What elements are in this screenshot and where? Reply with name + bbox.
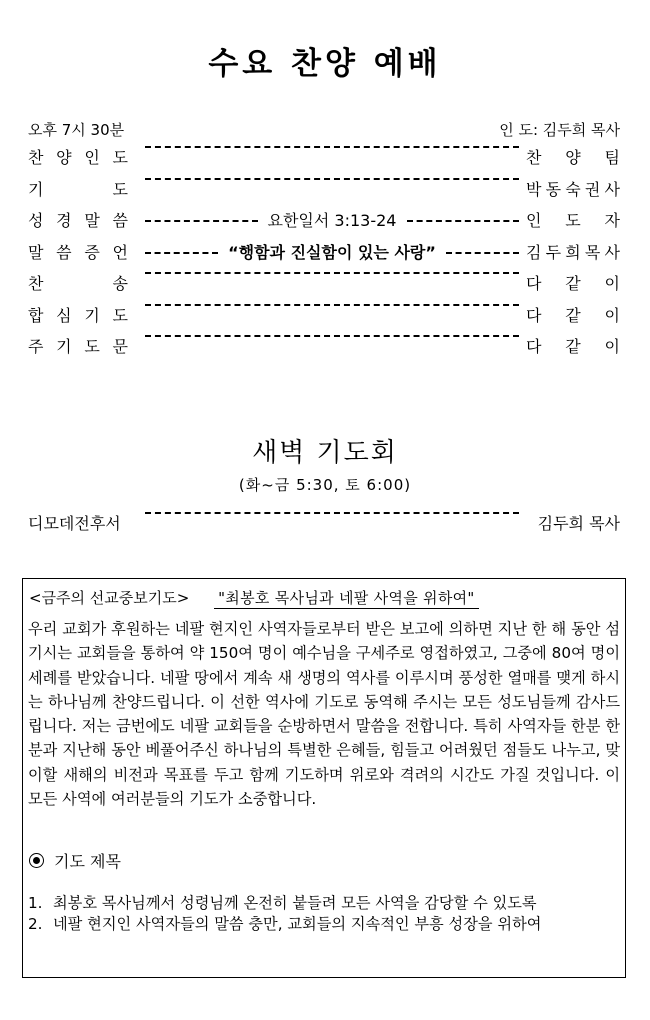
radio-bullet-icon — [29, 853, 44, 868]
order-label: 주 기 도 문 — [28, 337, 128, 356]
order-who: 다 같 이 — [526, 274, 620, 293]
dawn-row-who: 김두희 목사 — [537, 514, 620, 533]
mission-box — [22, 578, 626, 978]
order-middle-text: 요한일서 3:13-24 — [267, 211, 397, 230]
dawn-title: 새벽 기도회 — [252, 438, 398, 468]
order-row — [28, 178, 620, 202]
prayer-list — [28, 893, 620, 935]
order-who: 김 두 희 목 사 — [526, 242, 620, 262]
order-who: 찬 양 팀 — [526, 148, 620, 167]
order-label: 합 심 기 도 — [28, 305, 128, 325]
order-leader-line — [143, 178, 521, 180]
service-time-row — [28, 119, 620, 141]
order-who: 다 같 이 — [526, 337, 620, 356]
order-label: 말 씀 증 언 — [28, 242, 128, 262]
order-row — [28, 146, 620, 170]
order-row — [28, 335, 620, 359]
order-middle-text: “행함과 진실함이 있는 사랑” — [228, 242, 436, 262]
order-leader-line — [143, 272, 521, 274]
service-leader: 인 도: 김두희 목사 — [499, 121, 620, 139]
prayer-number: 1. — [28, 894, 43, 912]
order-row — [28, 272, 620, 296]
dawn-row-label: 디모데전후서 — [28, 514, 121, 533]
order-leader-line — [143, 146, 521, 148]
order-who: 박 동 숙 권 사 — [526, 179, 620, 199]
mission-header — [29, 587, 479, 609]
list-item — [28, 914, 620, 935]
list-item — [28, 893, 620, 914]
order-label: 기 도 — [28, 179, 128, 199]
order-row — [28, 304, 620, 328]
service-title: 수요 찬양 예배 — [208, 46, 442, 82]
order-who: 인 도 자 — [526, 211, 620, 230]
mission-body: 우리 교회가 후원하는 네팔 현지인 사역자들로부터 받은 보고에 의하면 지난 한 해 동안 섬기시는 교회들을 통하여 약 150여 명이 예수님을 구세주로 영접하였고, 그중에 80여 명이 세례를 받았습니다. 네팔 땅에서 계속 새 생명의 역사를 이루시며 풍성한 열매를 맺게 하시는 하나님께 찬양드립니다. 이 선한 역사에 기도로 동역해 주시는 모든 성도님들께 감사드립니다. 저는 금번에도 네팔 교회들을 순방하면서 말씀을 전합니다. 특히 사역자들 한분 한분과 지난해 동안 베풀어주신 하나님의 특별한 은혜들, 힘들고 어려웠던 점들도 나누고, 맞이할 새해의 비전과 목표를 두고 함께 기도하며 위로와 격려의 시간도 가질 것입니다. 이 모든 사역에 여러분들의 기도가 소중합니다. — [28, 620, 620, 809]
order-row — [28, 241, 620, 265]
order-label: 찬 송 — [28, 274, 128, 293]
order-leader-line — [143, 241, 521, 265]
dawn-row-leader-line — [143, 512, 521, 514]
dawn-row — [28, 512, 620, 536]
order-leader-line — [143, 209, 521, 233]
prayer-number: 2. — [28, 915, 43, 933]
order-leader-line — [143, 304, 521, 306]
dawn-schedule: (화~금 5:30, 토 6:00) — [238, 476, 412, 494]
order-label: 찬 양 인 도 — [28, 148, 128, 167]
prayer-title-row — [29, 849, 121, 872]
order-leader-line — [143, 335, 521, 337]
service-time: 오후 7시 30분 — [28, 121, 125, 139]
prayer-text: 네팔 현지인 사역자들의 말씀 충만, 교회들의 지속적인 부흥 성장을 위하여 — [53, 915, 542, 933]
order-who: 다 같 이 — [526, 305, 620, 325]
prayer-text: 최봉호 목사님께서 성령님께 온전히 붙들려 모든 사역을 감당할 수 있도록 — [53, 894, 537, 912]
prayer-title: 기도 제목 — [54, 852, 121, 871]
order-row — [28, 209, 620, 233]
order-label: 성 경 말 씀 — [28, 211, 128, 230]
mission-tag: <금주의 선교중보기도> — [29, 589, 190, 607]
mission-headline: "최봉호 목사님과 네팔 사역을 위하여" — [214, 587, 479, 609]
